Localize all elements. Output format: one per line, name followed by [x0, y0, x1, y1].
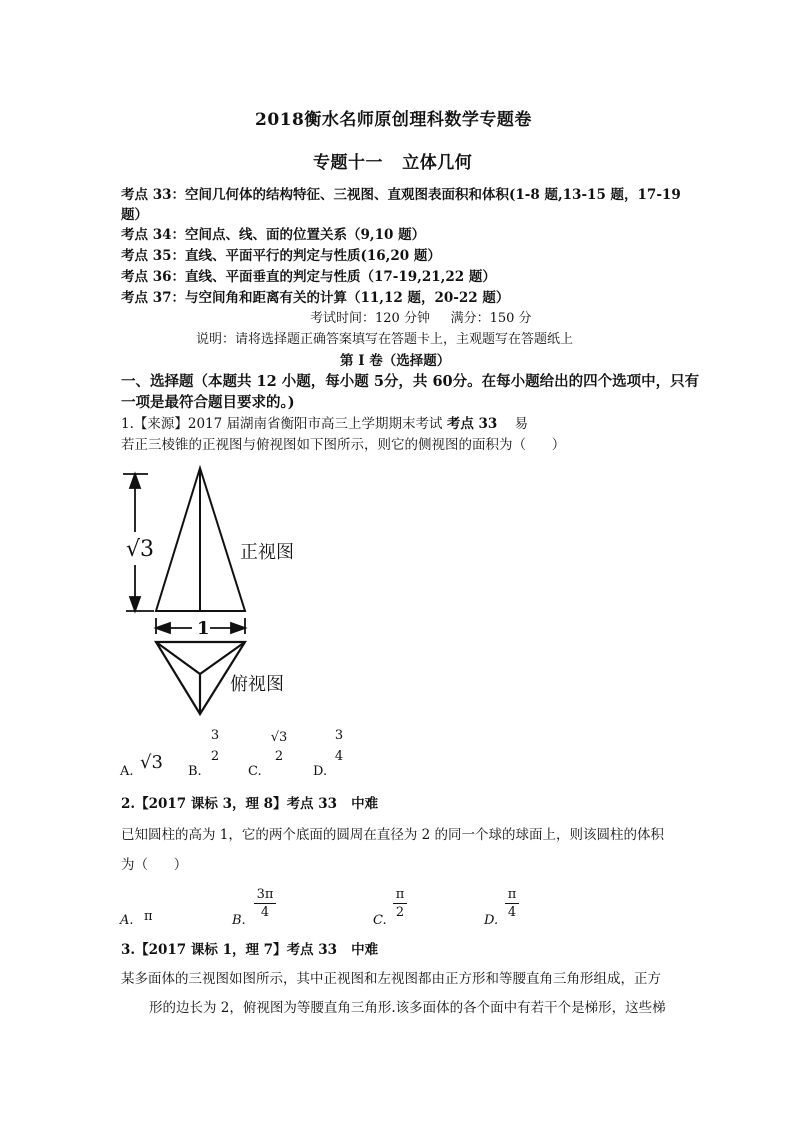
q2-source	[121, 792, 378, 812]
q2-option-a-label: A.	[120, 913, 134, 928]
q2-option-a-value: π	[144, 909, 153, 924]
q1-source-level: 易	[514, 416, 528, 432]
q1-source	[121, 412, 528, 432]
knowledge-point-36: 考点 36：直线、平面垂直的判定与性质（17-19,21,22 题）	[121, 269, 496, 285]
q3-text-line1: 某多面体的三视图如图所示，其中正视图和左视图都由正方形和等腰直角三角形组成，正方	[121, 971, 661, 987]
volume-heading: 第 I 卷（选择题）	[340, 353, 451, 369]
knowledge-point-33: 考点 33：空间几何体的结构特征、三视图、直观图表面积和体积(1-8 题,13-15 题，17-19	[121, 187, 681, 203]
q2-text-line1: 已知圆柱的高为 1，它的两个底面的圆周在直径为 2 的同一个球的球面上，则该圆柱的体积	[121, 827, 665, 843]
width-label: 1	[197, 618, 210, 639]
q3-source	[121, 938, 378, 958]
q1-figure	[118, 462, 348, 722]
front-view-triangle	[156, 468, 245, 611]
knowledge-point-37: 考点 37：与空间角和距离有关的计算（11,12 题，20-22 题）	[121, 290, 510, 306]
q2-option-b-fraction	[254, 887, 276, 920]
section-heading-line1: 一、选择题（本题共 12 小题，每小题 5分，共 60分。在每小题给出的四个选项中，只有	[121, 373, 700, 390]
front-view-label: 正视图	[240, 542, 294, 563]
q2-option-b-den: 4	[260, 905, 270, 920]
q2-option-c-num: π	[395, 887, 405, 902]
q1-source-kp: 考点 33	[446, 416, 498, 432]
q1-text: 若正三棱锥的正视图与俯视图如下图所示，则它的侧视图的面积为（ ）	[121, 437, 566, 453]
document-subtitle: 专题十一 立体几何	[313, 153, 473, 173]
document-title: 2018衡水名师原创理科数学专题卷	[255, 110, 532, 130]
knowledge-point-35: 考点 35：直线、平面平行的判定与性质(16,20 题）	[121, 248, 441, 264]
q2-option-b-num: 3π	[256, 887, 274, 902]
q1-option-a-label: A.	[120, 764, 134, 779]
q2-option-d-num: π	[507, 887, 517, 902]
q2-option-c-den: 2	[395, 905, 405, 920]
q1-source-prefix: 1.【来源】2017 届湖南省衡阳市高三上学期期末考试	[121, 416, 447, 432]
q2-option-d-label: D.	[484, 913, 499, 928]
exam-note: 说明：请将选择题正确答案填写在答题卡上，主观题写在答题纸上	[196, 332, 574, 347]
knowledge-point-34: 考点 34：空间点、线、面的位置关系（9,10 题）	[121, 227, 426, 243]
q1-option-d-num: 3	[334, 728, 344, 743]
q1-option-a-value: √3	[140, 752, 163, 773]
q2-text-line2: 为（ ）	[121, 857, 188, 873]
q2-option-c-label: C.	[373, 913, 387, 928]
q1-option-c-fraction	[266, 730, 292, 764]
q3-source-kp: 考点 33 中难	[286, 942, 379, 958]
q2-option-c-fraction	[393, 887, 407, 920]
height-label: √3	[126, 537, 155, 562]
exam-time-score: 考试时间：120 分钟 满分：150 分	[310, 311, 532, 326]
q2-option-b-label: B.	[232, 913, 246, 928]
knowledge-point-33-cont: 题）	[121, 207, 148, 223]
q1-option-c-label: C.	[248, 764, 262, 779]
q1-option-b-fraction	[208, 728, 222, 764]
q1-option-d-den: 4	[334, 749, 344, 764]
q1-option-b-den: 2	[210, 749, 220, 764]
q2-source-kp: 考点 33 中难	[286, 796, 379, 812]
q3-source-prefix: 3.【2017 课标 1，理 7】	[121, 942, 287, 958]
q3-text-line2: 形的边长为 2，俯视图为等腰直角三角形.该多面体的各个面中有若干个是梯形，这些梯	[149, 1000, 666, 1016]
q2-option-d-fraction	[505, 887, 519, 920]
q1-option-c-den: 2	[274, 749, 284, 764]
q1-option-b-num: 3	[210, 728, 220, 743]
q2-option-d-den: 4	[507, 905, 517, 920]
q1-option-c-num: √3	[270, 730, 288, 745]
q1-option-b-label: B.	[188, 764, 202, 779]
top-view-label: 俯视图	[230, 674, 284, 695]
section-heading-line2: 一项是最符合题目要求的。)	[121, 394, 295, 411]
q1-option-d-label: D.	[313, 764, 328, 779]
q2-source-prefix: 2.【2017 课标 3，理 8】	[121, 796, 287, 812]
q1-option-d-fraction	[332, 728, 346, 764]
